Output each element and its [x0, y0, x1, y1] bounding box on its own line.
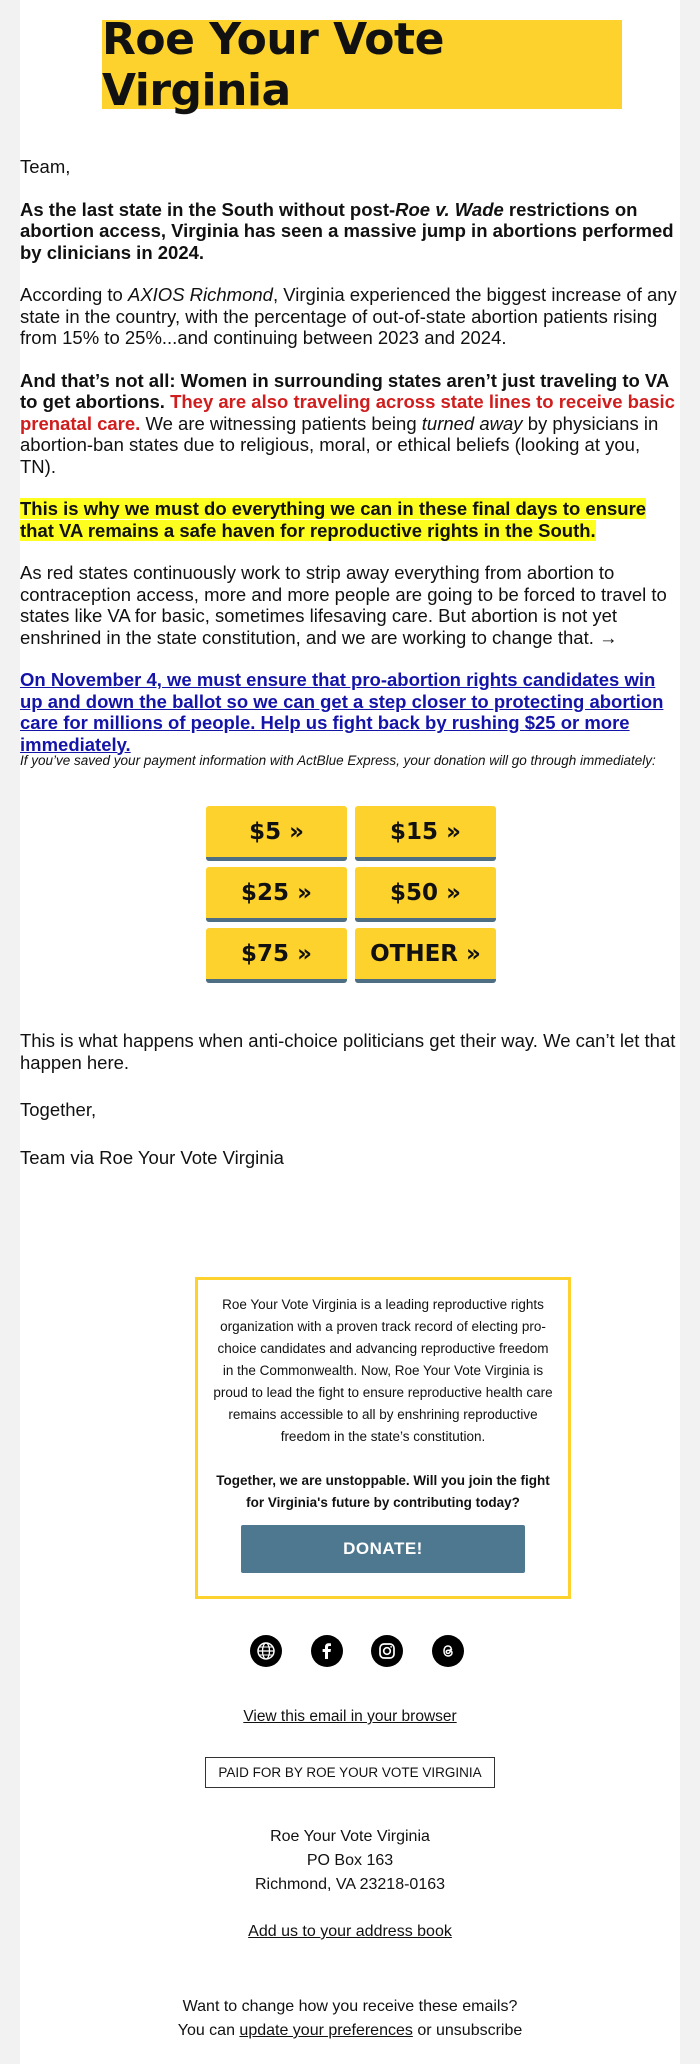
closing-section [20, 1030, 680, 1194]
donate-5-button[interactable]: $5 » [206, 806, 347, 861]
instagram-icon[interactable] [371, 1635, 403, 1667]
unsubscribe-text[interactable]: or unsubscribe [412, 2022, 523, 2039]
email-body [20, 156, 680, 776]
donate-75-button[interactable]: $75 » [206, 928, 347, 983]
cta-donate-link[interactable]: On November 4, we must ensure that pro-abortion rights candidates win up and down the ballot so we can get a step closer to protecting abortion care for millions of people. Help us fight back by rushing $25 or more immediately. [20, 669, 664, 755]
paragraph-axios: According to AXIOS Richmond, Virginia experienced the biggest increase of any state in the country, with the percentage of out-of-state abortion patients rising from 15% to 25%...and continuing between 2023 and 2024. [20, 284, 677, 348]
globe-icon[interactable] [250, 1635, 282, 1667]
preferences-section [20, 1995, 680, 2043]
paid-for-disclaimer: PAID FOR BY ROE YOUR VOTE VIRGINIA [205, 1757, 495, 1788]
about-box [195, 1277, 571, 1599]
paragraph-intro: As the last state in the South without post-Roe v. Wade restrictions on abortion access, Virginia has seen a massive jump in abortions performed by clinicians in 2024. [20, 198, 674, 263]
greeting: Team, [20, 156, 71, 177]
change-question: Want to change how you receive these emails? [182, 1998, 518, 2015]
paragraph-cta [20, 669, 680, 755]
donate-25-button[interactable]: $25 » [206, 867, 347, 922]
address-city: Richmond, VA 23218-0163 [254, 1876, 446, 1893]
paragraph-red-states: As red states continuously work to strip away everything from abortion to contraception access, more and more people are going to be forced to travel to states like VA for basic, sometimes lifesaving care. But abortion is not yet enshrined in the state constitution, and we are working to change that. → [20, 562, 667, 648]
logo-text: Roe Your Vote Virginia [102, 13, 444, 116]
add-address-row [20, 1923, 680, 1941]
donate-15-button[interactable]: $15 » [355, 806, 496, 861]
email-page [20, 0, 680, 2064]
update-preferences-link[interactable]: update your preferences [239, 2022, 413, 2039]
donate-50-button[interactable]: $50 » [355, 867, 496, 922]
view-in-browser-row [20, 1708, 680, 1726]
paragraph-highlight: This is why we must do everything we can in these final days to ensure that VA remains a safe haven for reproductive rights in the South. [20, 498, 647, 541]
change-answer: You can update your preferences or unsubscribe [177, 2022, 523, 2039]
address-name: Roe Your Vote Virginia [270, 1828, 430, 1845]
donate-button-grid [206, 806, 496, 983]
closing-together: Together, [20, 1099, 97, 1120]
express-note: If you’ve saved your payment information with ActBlue Express, your donation will go through immediately: [20, 753, 656, 768]
social-links [250, 1635, 464, 1667]
donate-button[interactable]: DONATE! [241, 1525, 525, 1573]
threads-icon[interactable] [432, 1635, 464, 1667]
facebook-icon[interactable] [311, 1635, 343, 1667]
paragraph-prenatal: And that’s not all: Women in surrounding states aren’t just traveling to VA to get abortions. They are also traveling across state lines to receive basic prenatal care. We are witnessing patients being turned away by physicians in abortion-ban states due to religious, moral, or ethical beliefs (looking at you, TN). [20, 369, 675, 477]
logo-banner [102, 13, 622, 116]
about-bold-text: Together, we are unstoppable. Will you join the fight for Virginia's future by contributing today? [216, 1473, 550, 1510]
donate-other-button[interactable]: OTHER » [355, 928, 496, 983]
address-box: PO Box 163 [306, 1852, 394, 1869]
view-in-browser-link[interactable]: View this email in your browser [243, 1708, 457, 1725]
add-address-link[interactable]: Add us to your address book [248, 1923, 452, 1940]
about-text: Roe Your Vote Virginia is a leading reproductive rights organization with a proven track record of electing pro-choice candidates and advancing reproductive freedom in the Commonwealth. Now, Roe Your Vote Virginia is proud to lead the fight to ensure reproductive health care remains accessible to all by enshrining reproductive freedom in the state’s constitution. [213, 1297, 553, 1444]
mailing-address [20, 1825, 680, 1897]
closing-paragraph: This is what happens when anti-choice politicians get their way. We can’t let that happen here. [20, 1030, 676, 1073]
closing-signature: Team via Roe Your Vote Virginia [20, 1146, 284, 1168]
